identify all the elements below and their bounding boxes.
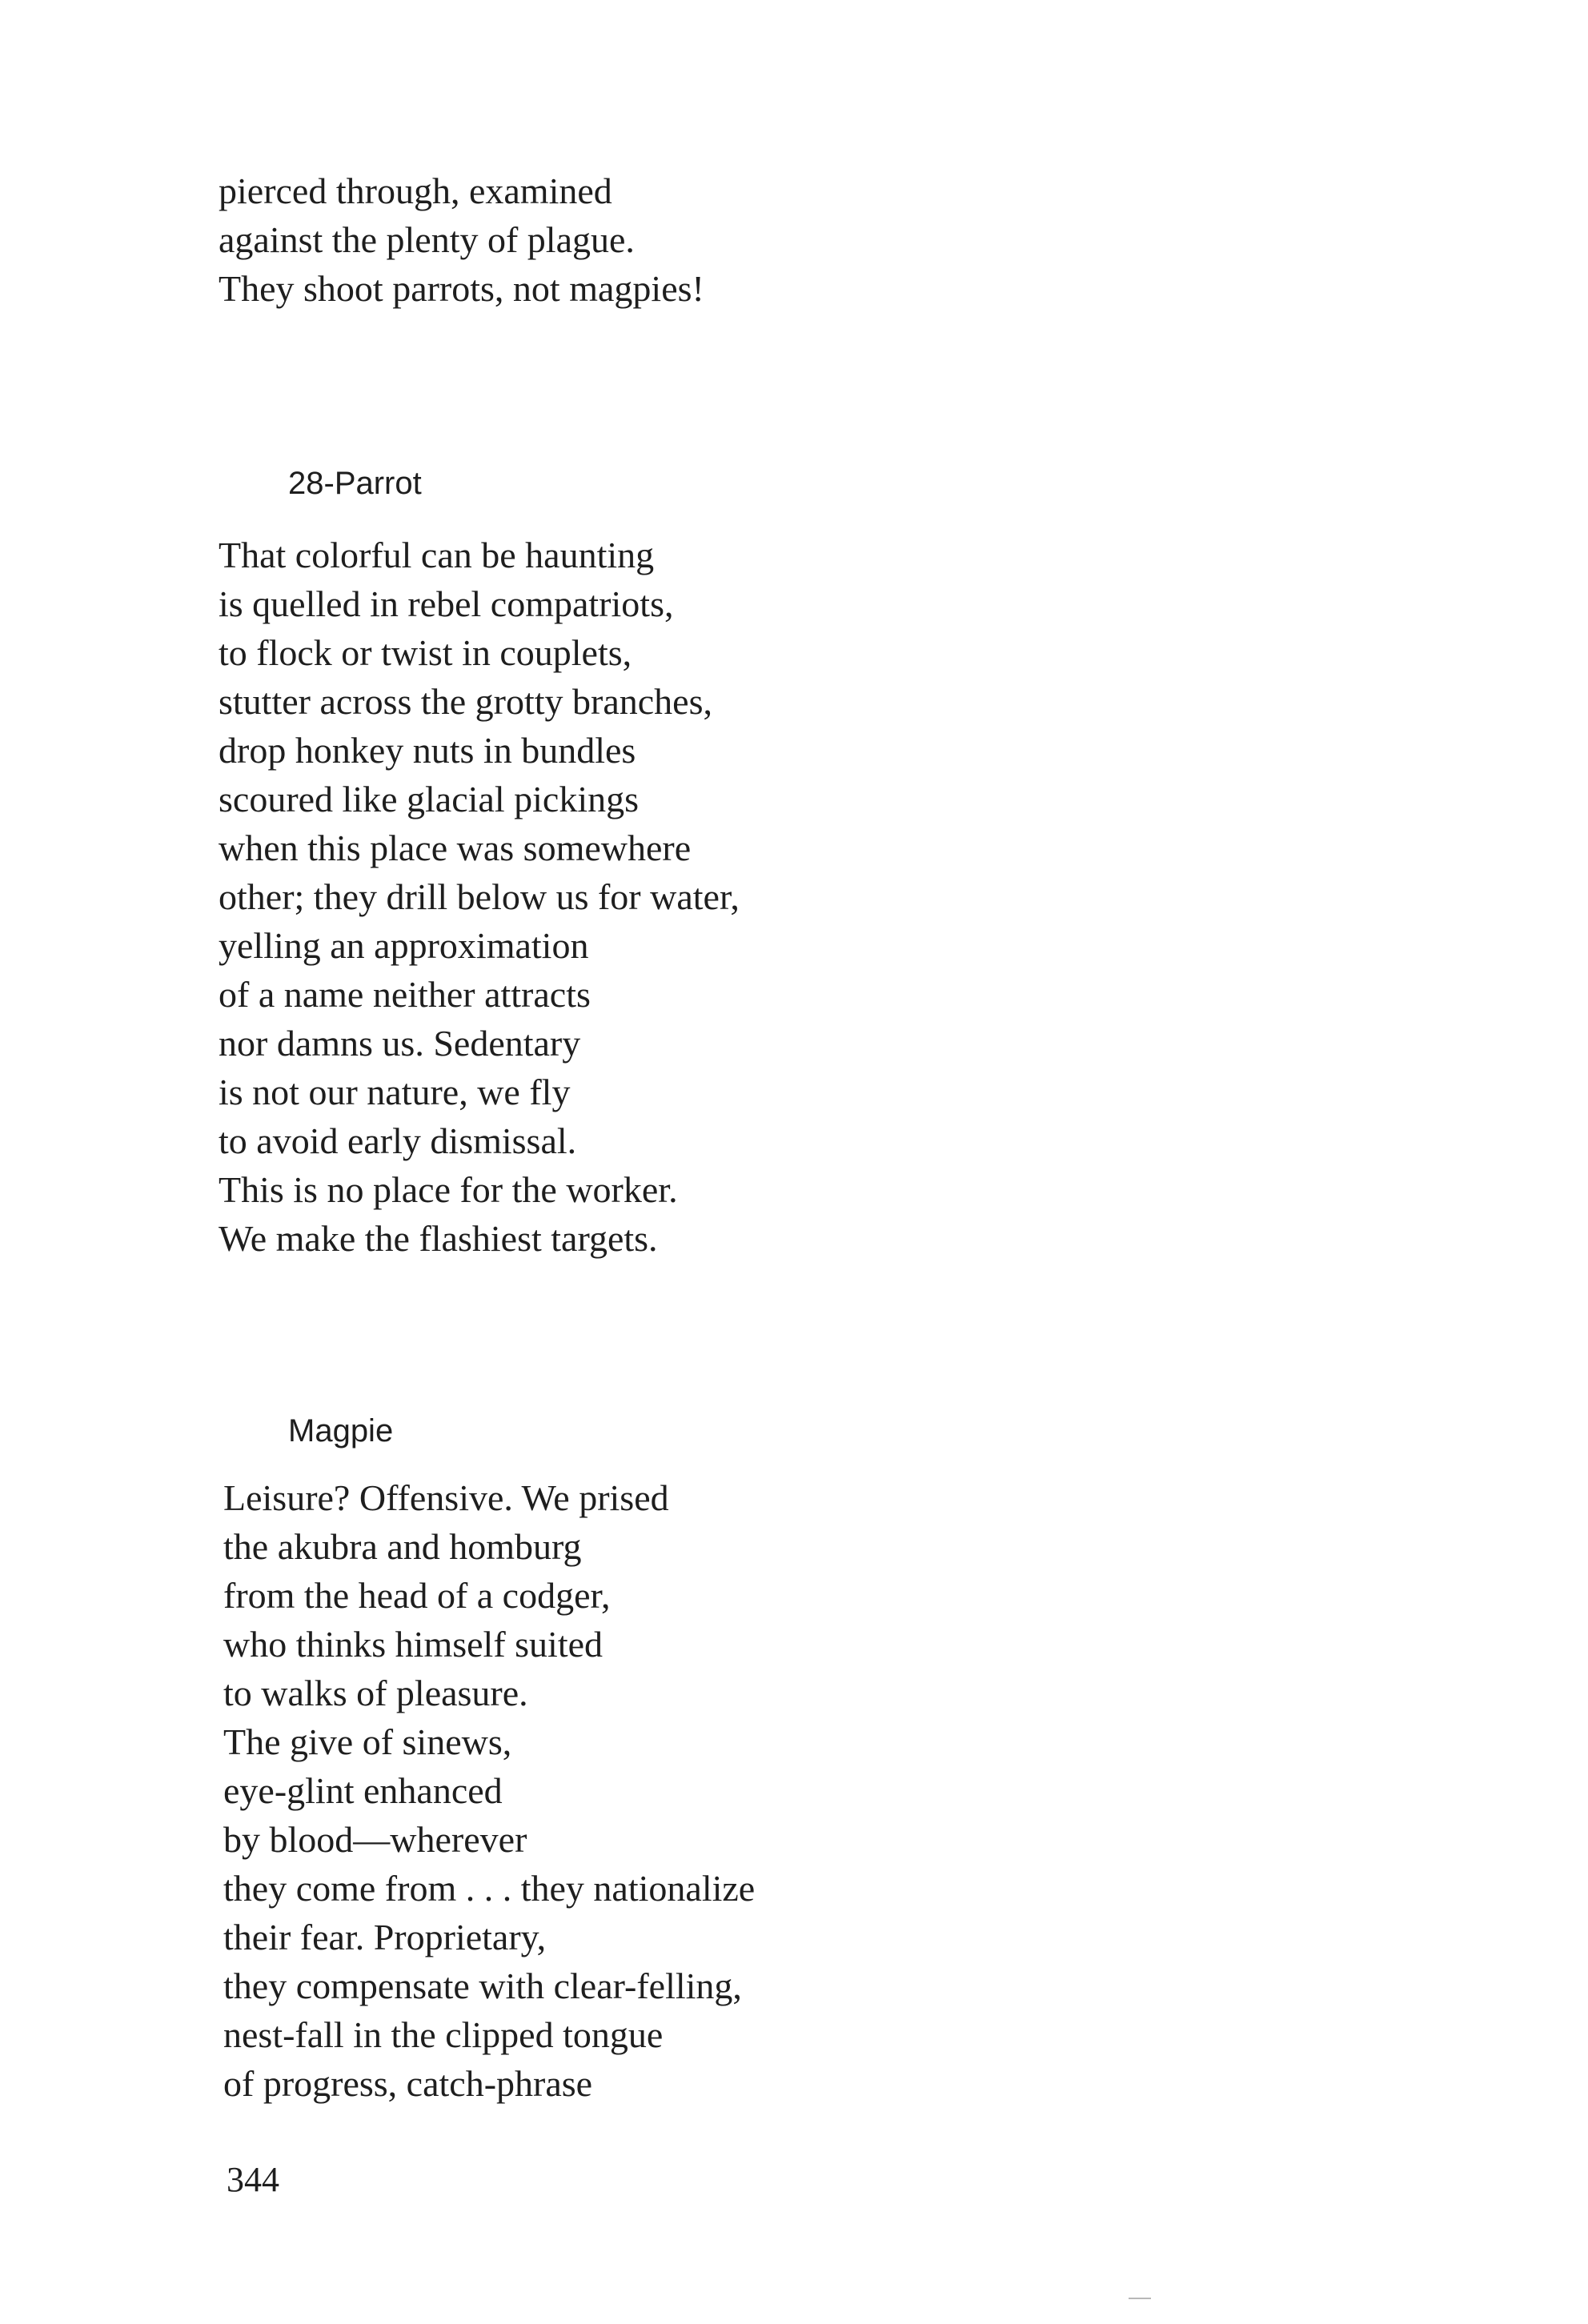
scan-mark [1129,2298,1151,2299]
poem-line: That colorful can be haunting [219,535,655,575]
poem-line: The give of sinews, [223,1721,512,1762]
poem-line: they compensate with clear-felling, [223,1965,742,2006]
poem-line: stutter across the grotty branches, [219,681,712,722]
poem-line: nor damns us. Sedentary [219,1023,581,1064]
poem-line: against the plenty of plague. [219,219,635,260]
poem-line: scoured like glacial pickings [219,779,640,819]
poem-line: We make the flashiest targets. [219,1218,658,1259]
poem-line: drop honkey nuts in bundles [219,730,636,771]
poem-line: by blood—wherever [223,1819,527,1860]
poem-line: the akubra and homburg [223,1526,582,1567]
poem-line: who thinks himself suited [223,1624,604,1665]
poem-line: They shoot parrots, not magpies! [219,268,704,309]
poem-line: they come from . . . they nationalize [223,1868,756,1909]
poem-parrot-body [219,531,740,1263]
poem-title-parrot: 28-Parrot [288,466,422,501]
poem-line: from the head of a codger, [223,1575,611,1616]
poem-line: other; they drill below us for water, [219,876,740,917]
poem-line: of a name neither attracts [219,974,591,1015]
poem-line: to walks of pleasure. [223,1673,528,1713]
poem-line: This is no place for the worker. [219,1169,678,1210]
poem-fragment-top [219,166,704,313]
poem-line: nest-fall in the clipped tongue [223,2014,664,2055]
poem-line: Leisure? Offensive. We prised [223,1477,669,1518]
poem-line: when this place was somewhere [219,827,692,868]
poem-line: yelling an approximation [219,925,589,966]
poem-line: to flock or twist in couplets, [219,632,632,673]
poem-title-magpie: Magpie [288,1413,394,1448]
poem-magpie-body [223,1473,755,2108]
poem-line: to avoid early dismissal. [219,1120,577,1161]
poem-line: pierced through, examined [219,170,612,211]
poem-line: their fear. Proprietary, [223,1917,547,1957]
poem-line: is quelled in rebel compatriots, [219,583,674,624]
page-number: 344 [227,2160,279,2199]
poem-line: is not our nature, we fly [219,1072,571,1112]
poem-line: eye-glint enhanced [223,1770,503,1811]
poem-line: of progress, catch-phrase [223,2063,593,2104]
